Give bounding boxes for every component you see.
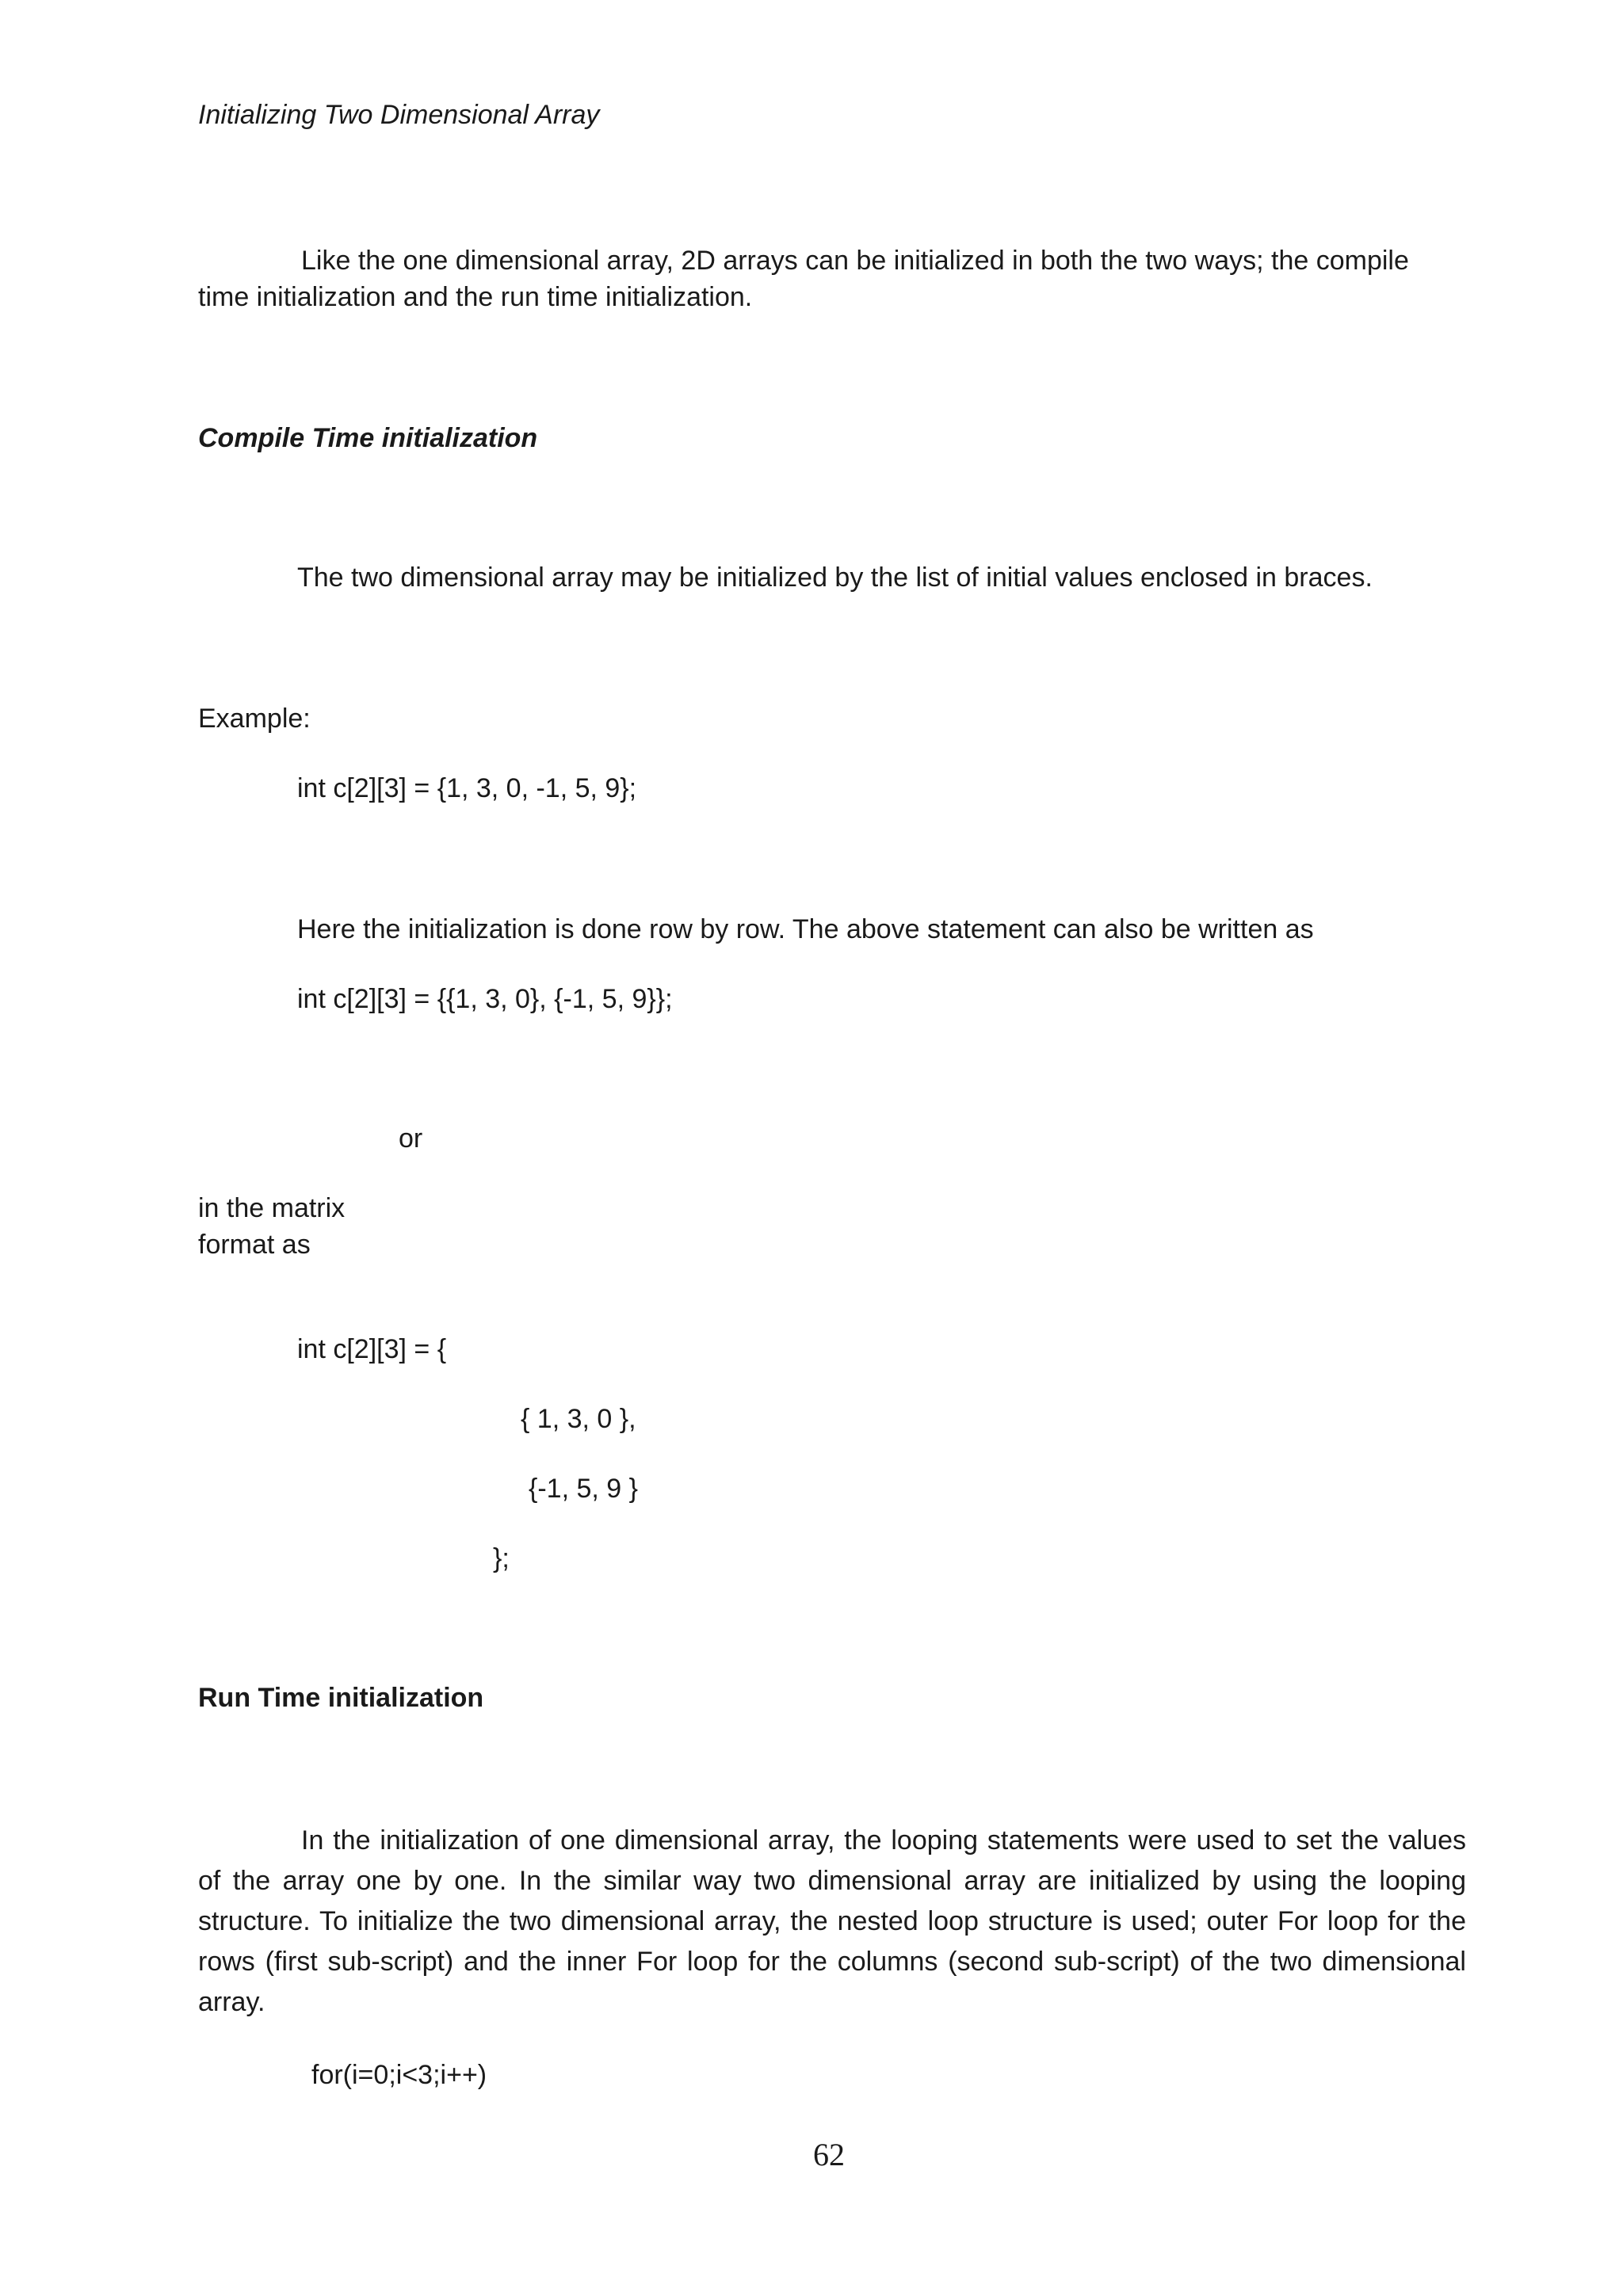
intro-paragraph: Like the one dimensional array, 2D arrays can be initialized in both the two ways; the compile time initialization and the run time initialization. bbox=[198, 246, 1409, 312]
run-time-paragraph: In the initialization of one dimensional array, the looping statements were used to set the values of the array one by one. In the similar way two dimensional array are initialized by using the looping structure. To initialize the two dimensional array, the nested loop structure is used; outer For loop for the rows (first sub-script) and the inner For loop for the columns (second sub-script) of the two dimensional array. bbox=[198, 1825, 1466, 2017]
matrix-code-line-3: {-1, 5, 9 } bbox=[529, 1474, 638, 1504]
matrix-format-label-line1: in the matrix bbox=[198, 1193, 346, 1223]
compile-time-description: The two dimensional array may be initialized by the list of initial values enclosed in braces. bbox=[297, 563, 1373, 593]
run-time-heading: Run Time initialization bbox=[198, 1683, 484, 1713]
code-line-flat-init: int c[2][3] = {1, 3, 0, -1, 5, 9}; bbox=[297, 773, 637, 803]
matrix-code-line-1: int c[2][3] = { bbox=[297, 1334, 447, 1364]
matrix-code-line-2: { 1, 3, 0 }, bbox=[521, 1404, 636, 1434]
section-title: Initializing Two Dimensional Array bbox=[198, 100, 600, 130]
row-by-row-note: Here the initialization is done row by row. The above statement can also be written as bbox=[297, 914, 1314, 944]
or-label: or bbox=[399, 1123, 423, 1154]
page-number: 62 bbox=[813, 2137, 845, 2172]
compile-time-heading: Compile Time initialization bbox=[198, 423, 538, 453]
matrix-code-line-4: }; bbox=[493, 1543, 510, 1573]
matrix-format-label-line2: format as bbox=[198, 1230, 311, 1260]
code-line-nested-init: int c[2][3] = {{1, 3, 0}, {-1, 5, 9}}; bbox=[297, 984, 673, 1014]
example-label: Example: bbox=[198, 704, 311, 734]
run-time-code-line: for(i=0;i<3;i++) bbox=[311, 2060, 487, 2090]
